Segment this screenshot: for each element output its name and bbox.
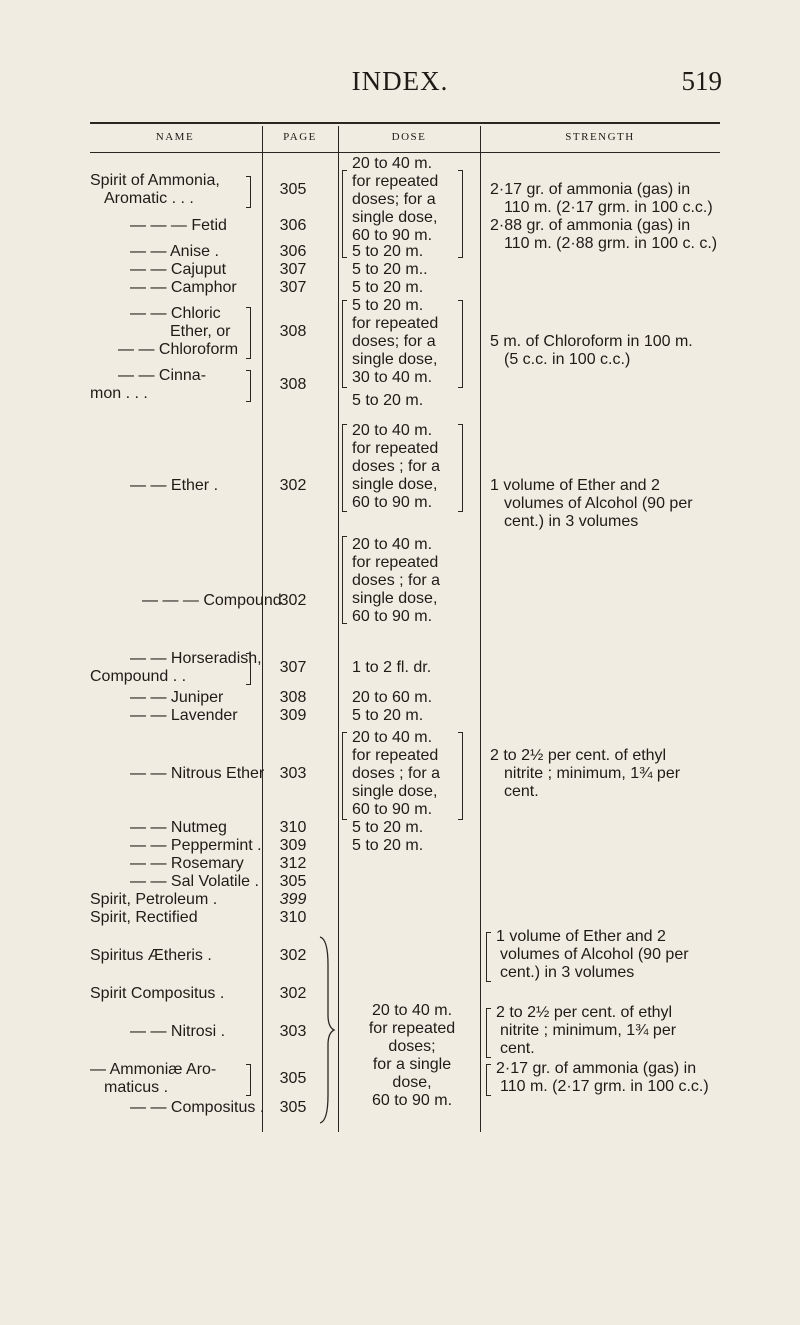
strength: volumes of Alcohol (90 per bbox=[504, 495, 693, 512]
page-ref: 308 bbox=[279, 323, 307, 340]
dose: 5 to 20 m. bbox=[352, 297, 424, 314]
column-header-strength: STRENGTH bbox=[565, 131, 635, 143]
entry-name: — — Nutmeg bbox=[130, 819, 227, 836]
strength: 2·17 gr. of ammonia (gas) in bbox=[490, 181, 691, 198]
dose: for repeated bbox=[352, 440, 439, 457]
entry-name: — — Camphor bbox=[130, 279, 237, 296]
strength: cent.) in 3 volumes bbox=[500, 964, 635, 981]
entry-name: — — Ether . bbox=[130, 477, 219, 494]
page-ref: 302 bbox=[279, 592, 307, 609]
brace bbox=[342, 536, 347, 624]
dose: single dose, bbox=[352, 476, 438, 493]
dose: 5 to 20 m. bbox=[352, 243, 424, 260]
dose: single dose, bbox=[352, 590, 438, 607]
strength: 2 to 2½ per cent. of ethyl bbox=[490, 747, 667, 764]
entry-name: Compound . . bbox=[90, 668, 187, 685]
dose: doses ; for a bbox=[352, 458, 441, 475]
entry-name: — — Cinna- bbox=[118, 367, 207, 384]
entry-name: — — Sal Volatile . bbox=[130, 873, 259, 890]
brace bbox=[458, 732, 463, 820]
running-title: INDEX. bbox=[351, 66, 449, 96]
brace bbox=[246, 653, 251, 685]
brace bbox=[458, 170, 463, 258]
strength: 110 m. (2·88 grm. in 100 c. c.) bbox=[504, 235, 718, 252]
strength: cent.) in 3 volumes bbox=[504, 513, 639, 530]
page-ref: 303 bbox=[279, 1023, 307, 1040]
strength: nitrite ; minimum, 1¾ per bbox=[504, 765, 681, 782]
entry-name: maticus . bbox=[104, 1079, 169, 1096]
dose: 60 to 90 m. bbox=[352, 494, 433, 511]
dose: for repeated bbox=[352, 747, 439, 764]
page-ref: 307 bbox=[279, 659, 307, 676]
dose: 60 to 90 m. bbox=[352, 608, 433, 625]
entry-name: Spirit, Rectified bbox=[90, 909, 198, 926]
entry-name: — — Compositus . bbox=[130, 1099, 265, 1116]
dose: 60 to 90 m. bbox=[352, 801, 433, 818]
page-ref: 309 bbox=[279, 837, 307, 854]
dose: doses; for a bbox=[352, 333, 436, 350]
dose: 20 to 40 m. bbox=[352, 155, 433, 172]
dose: 5 to 20 m. bbox=[352, 279, 424, 296]
strength: (5 c.c. in 100 c.c.) bbox=[504, 351, 631, 368]
dose: dose, bbox=[392, 1074, 432, 1091]
brace bbox=[458, 300, 463, 388]
dose: doses; bbox=[388, 1038, 436, 1055]
dose: single dose, bbox=[352, 209, 438, 226]
dose: single dose, bbox=[352, 351, 438, 368]
column-header-page: PAGE bbox=[283, 131, 317, 143]
dose: for repeated bbox=[352, 173, 439, 190]
dose: 20 to 40 m. bbox=[352, 536, 433, 553]
strength: 5 m. of Chloroform in 100 m. bbox=[490, 333, 693, 350]
dose: doses ; for a bbox=[352, 572, 441, 589]
entry-name: — — Chloric bbox=[130, 305, 221, 322]
brace bbox=[342, 170, 347, 258]
brace bbox=[246, 1064, 251, 1096]
page-ref: 305 bbox=[279, 1099, 307, 1116]
column-header-dose: DOSE bbox=[391, 131, 427, 143]
dose: 60 to 90 m. bbox=[371, 1092, 453, 1109]
page-ref: 307 bbox=[279, 279, 307, 296]
strength: 110 m. (2·17 grm. in 100 c.c.) bbox=[500, 1078, 709, 1095]
dose: 30 to 40 m. bbox=[352, 369, 433, 386]
strength: 1 volume of Ether and 2 bbox=[490, 477, 660, 494]
strength: 2·17 gr. of ammonia (gas) in bbox=[496, 1060, 697, 1077]
dose: 5 to 20 m.. bbox=[352, 261, 428, 278]
dose: 1 to 2 fl. dr. bbox=[352, 659, 432, 676]
entry-name: — — Rosemary bbox=[130, 855, 244, 872]
entry-name: Spirit of Ammonia, bbox=[90, 172, 220, 189]
entry-name: Aromatic . . . bbox=[104, 190, 194, 207]
brace bbox=[246, 176, 251, 208]
dose: 20 to 60 m. bbox=[352, 689, 433, 706]
entry-name: — — Nitrosi . bbox=[130, 1023, 226, 1040]
page-ref: 307 bbox=[279, 261, 307, 278]
brace bbox=[246, 307, 251, 359]
entry-name: Spirit, Petroleum . bbox=[90, 891, 218, 908]
page-ref: 305 bbox=[279, 873, 307, 890]
brace bbox=[342, 732, 347, 820]
dose: doses ; for a bbox=[352, 765, 441, 782]
dose: for repeated bbox=[352, 315, 439, 332]
entry-name: — — Anise . bbox=[130, 243, 219, 260]
page-ref: 302 bbox=[279, 477, 307, 494]
column-header-name: NAME bbox=[155, 131, 195, 143]
dose: for repeated bbox=[352, 554, 439, 571]
entry-name: — — — Compound bbox=[142, 592, 282, 609]
entry-name: — — Peppermint . bbox=[130, 837, 262, 854]
page-ref: 302 bbox=[279, 947, 307, 964]
brace bbox=[486, 932, 491, 982]
page-ref: 310 bbox=[279, 909, 307, 926]
page-ref: 306 bbox=[279, 243, 307, 260]
entry-name: — — Chloroform bbox=[118, 341, 239, 358]
strength: 110 m. (2·17 grm. in 100 c.c.) bbox=[504, 199, 713, 216]
page-ref: 306 bbox=[279, 217, 307, 234]
entry-name: Spirit Compositus . bbox=[90, 985, 225, 1002]
dose: for repeated bbox=[368, 1020, 456, 1037]
entry-name: — — Juniper bbox=[130, 689, 224, 706]
dose: 5 to 20 m. bbox=[352, 707, 424, 724]
brace bbox=[486, 1064, 491, 1096]
brace bbox=[342, 424, 347, 512]
brace bbox=[246, 370, 251, 402]
strength: 2·88 gr. of ammonia (gas) in bbox=[490, 217, 691, 234]
page-ref: 305 bbox=[279, 1070, 307, 1087]
dose: 5 to 20 m. bbox=[352, 392, 424, 409]
dose: 5 to 20 m. bbox=[352, 819, 424, 836]
column-divider bbox=[480, 126, 481, 1132]
dose: 20 to 40 m. bbox=[352, 422, 433, 439]
entry-name: — — Nitrous Ether bbox=[130, 765, 265, 782]
entry-name: — — Horseradish, bbox=[130, 650, 262, 667]
dose: single dose, bbox=[352, 783, 438, 800]
strength: 1 volume of Ether and 2 bbox=[496, 928, 666, 945]
page-ref: 303 bbox=[279, 765, 307, 782]
strength: volumes of Alcohol (90 per bbox=[500, 946, 689, 963]
dose: 60 to 90 m. bbox=[352, 227, 433, 244]
page-ref: 305 bbox=[279, 181, 307, 198]
page-ref: 310 bbox=[279, 819, 307, 836]
page-ref: 309 bbox=[279, 707, 307, 724]
brace bbox=[342, 300, 347, 388]
dose: doses; for a bbox=[352, 191, 436, 208]
strength: 2 to 2½ per cent. of ethyl bbox=[496, 1004, 673, 1021]
dose: 20 to 40 m. bbox=[371, 1002, 453, 1019]
dose: for a single bbox=[372, 1056, 452, 1073]
dose: 20 to 40 m. bbox=[352, 729, 433, 746]
page-ref: 399 bbox=[279, 891, 307, 908]
entry-name: — — Cajuput bbox=[130, 261, 227, 278]
strength: cent. bbox=[500, 1040, 535, 1057]
header-bottom-rule bbox=[90, 152, 720, 153]
brace bbox=[486, 1008, 491, 1058]
entry-name: — Ammoniæ Aro- bbox=[90, 1061, 217, 1078]
column-divider bbox=[262, 126, 263, 1132]
entry-name: Spiritus Ætheris . bbox=[90, 947, 212, 964]
page-ref: 302 bbox=[279, 985, 307, 1002]
page-ref: 308 bbox=[279, 376, 307, 393]
strength: cent. bbox=[504, 783, 539, 800]
entry-name: — — Lavender bbox=[130, 707, 238, 724]
entry-name: Ether, or bbox=[170, 323, 231, 340]
column-divider bbox=[338, 126, 339, 1132]
page-number: 519 bbox=[681, 66, 722, 96]
entry-name: mon . . . bbox=[90, 385, 148, 402]
table-top-rule bbox=[90, 122, 720, 124]
strength: nitrite ; minimum, 1¾ per bbox=[500, 1022, 677, 1039]
brace bbox=[458, 424, 463, 512]
group-brace bbox=[318, 935, 336, 1125]
page-ref: 308 bbox=[279, 689, 307, 706]
dose: 5 to 20 m. bbox=[352, 837, 424, 854]
page-ref: 312 bbox=[279, 855, 307, 872]
entry-name: — — — Fetid bbox=[130, 217, 227, 234]
